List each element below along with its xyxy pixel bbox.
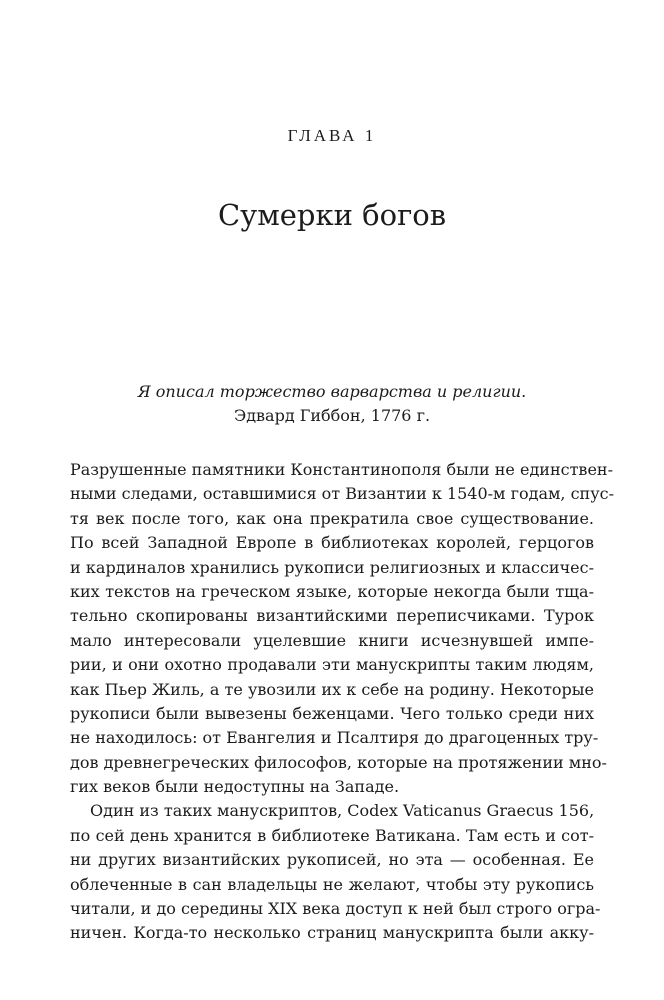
text-line: облеченные в сан владельцы не желают, чтобы эту рукопись	[70, 874, 594, 894]
text-line: дов древнегреческих философов, которые на протяжении мно-	[70, 752, 607, 772]
text-line: рукописи были вывезены беженцами. Чего только среди них	[70, 703, 594, 723]
text-line: как Пьер Жиль, а те увозили их к себе на родину. Некоторые	[70, 679, 594, 699]
text-line: ни других византийских рукописей, но эта — особенная. Ее	[70, 850, 594, 870]
text-line: гих веков были недоступны на Западе.	[70, 777, 400, 797]
text-line: ными следами, оставшимися от Византии к 1540-м годам, спус-	[70, 484, 614, 504]
paragraph	[70, 458, 614, 799]
text-line: Разрушенные памятники Константинополя были не единствен-	[70, 460, 613, 479]
text-line: и кардиналов хранились рукописи религиозных и классичес-	[70, 557, 594, 577]
text-line: не находилось: от Евангелия и Псалтиря до драгоценных тру-	[70, 728, 599, 748]
text-line: Один из таких манускриптов, Codex Vaticanus Graecus 156,	[90, 801, 595, 821]
epigraph	[0, 380, 664, 428]
text-line: мало интересовали уцелевшие книги исчезнувшей импе-	[70, 630, 594, 650]
epigraph-source: Эдвард Гиббон, 1776 г.	[233, 406, 431, 425]
text-line: По всей Западной Европе в библиотеках королей, герцогов	[70, 533, 594, 553]
chapter-title: Сумерки богов	[217, 198, 447, 232]
text-line: тельно скопированы византийскими переписчиками. Турок	[70, 606, 594, 626]
text-line: читали, и до середины XIX века доступ к ней был строго огра-	[70, 899, 601, 919]
text-line: рии, и они охотно продавали эти манускрипты таким людям,	[70, 655, 594, 675]
chapter-label: ГЛАВА 1	[287, 126, 377, 145]
text-line: по сей день хранится в библиотеке Ватикана. Там есть и сот-	[70, 825, 594, 845]
paragraph	[70, 799, 601, 945]
text-line: тя век после того, как она прекратила свое существование.	[70, 508, 594, 528]
text-line: ких текстов на греческом языке, которые некогда были тща-	[70, 581, 594, 601]
text-line: ничен. Когда-то несколько страниц манускрипта были акку-	[70, 923, 594, 943]
body-text	[70, 458, 614, 946]
epigraph-quote: Я описал торжество варварства и религии.	[137, 382, 527, 401]
